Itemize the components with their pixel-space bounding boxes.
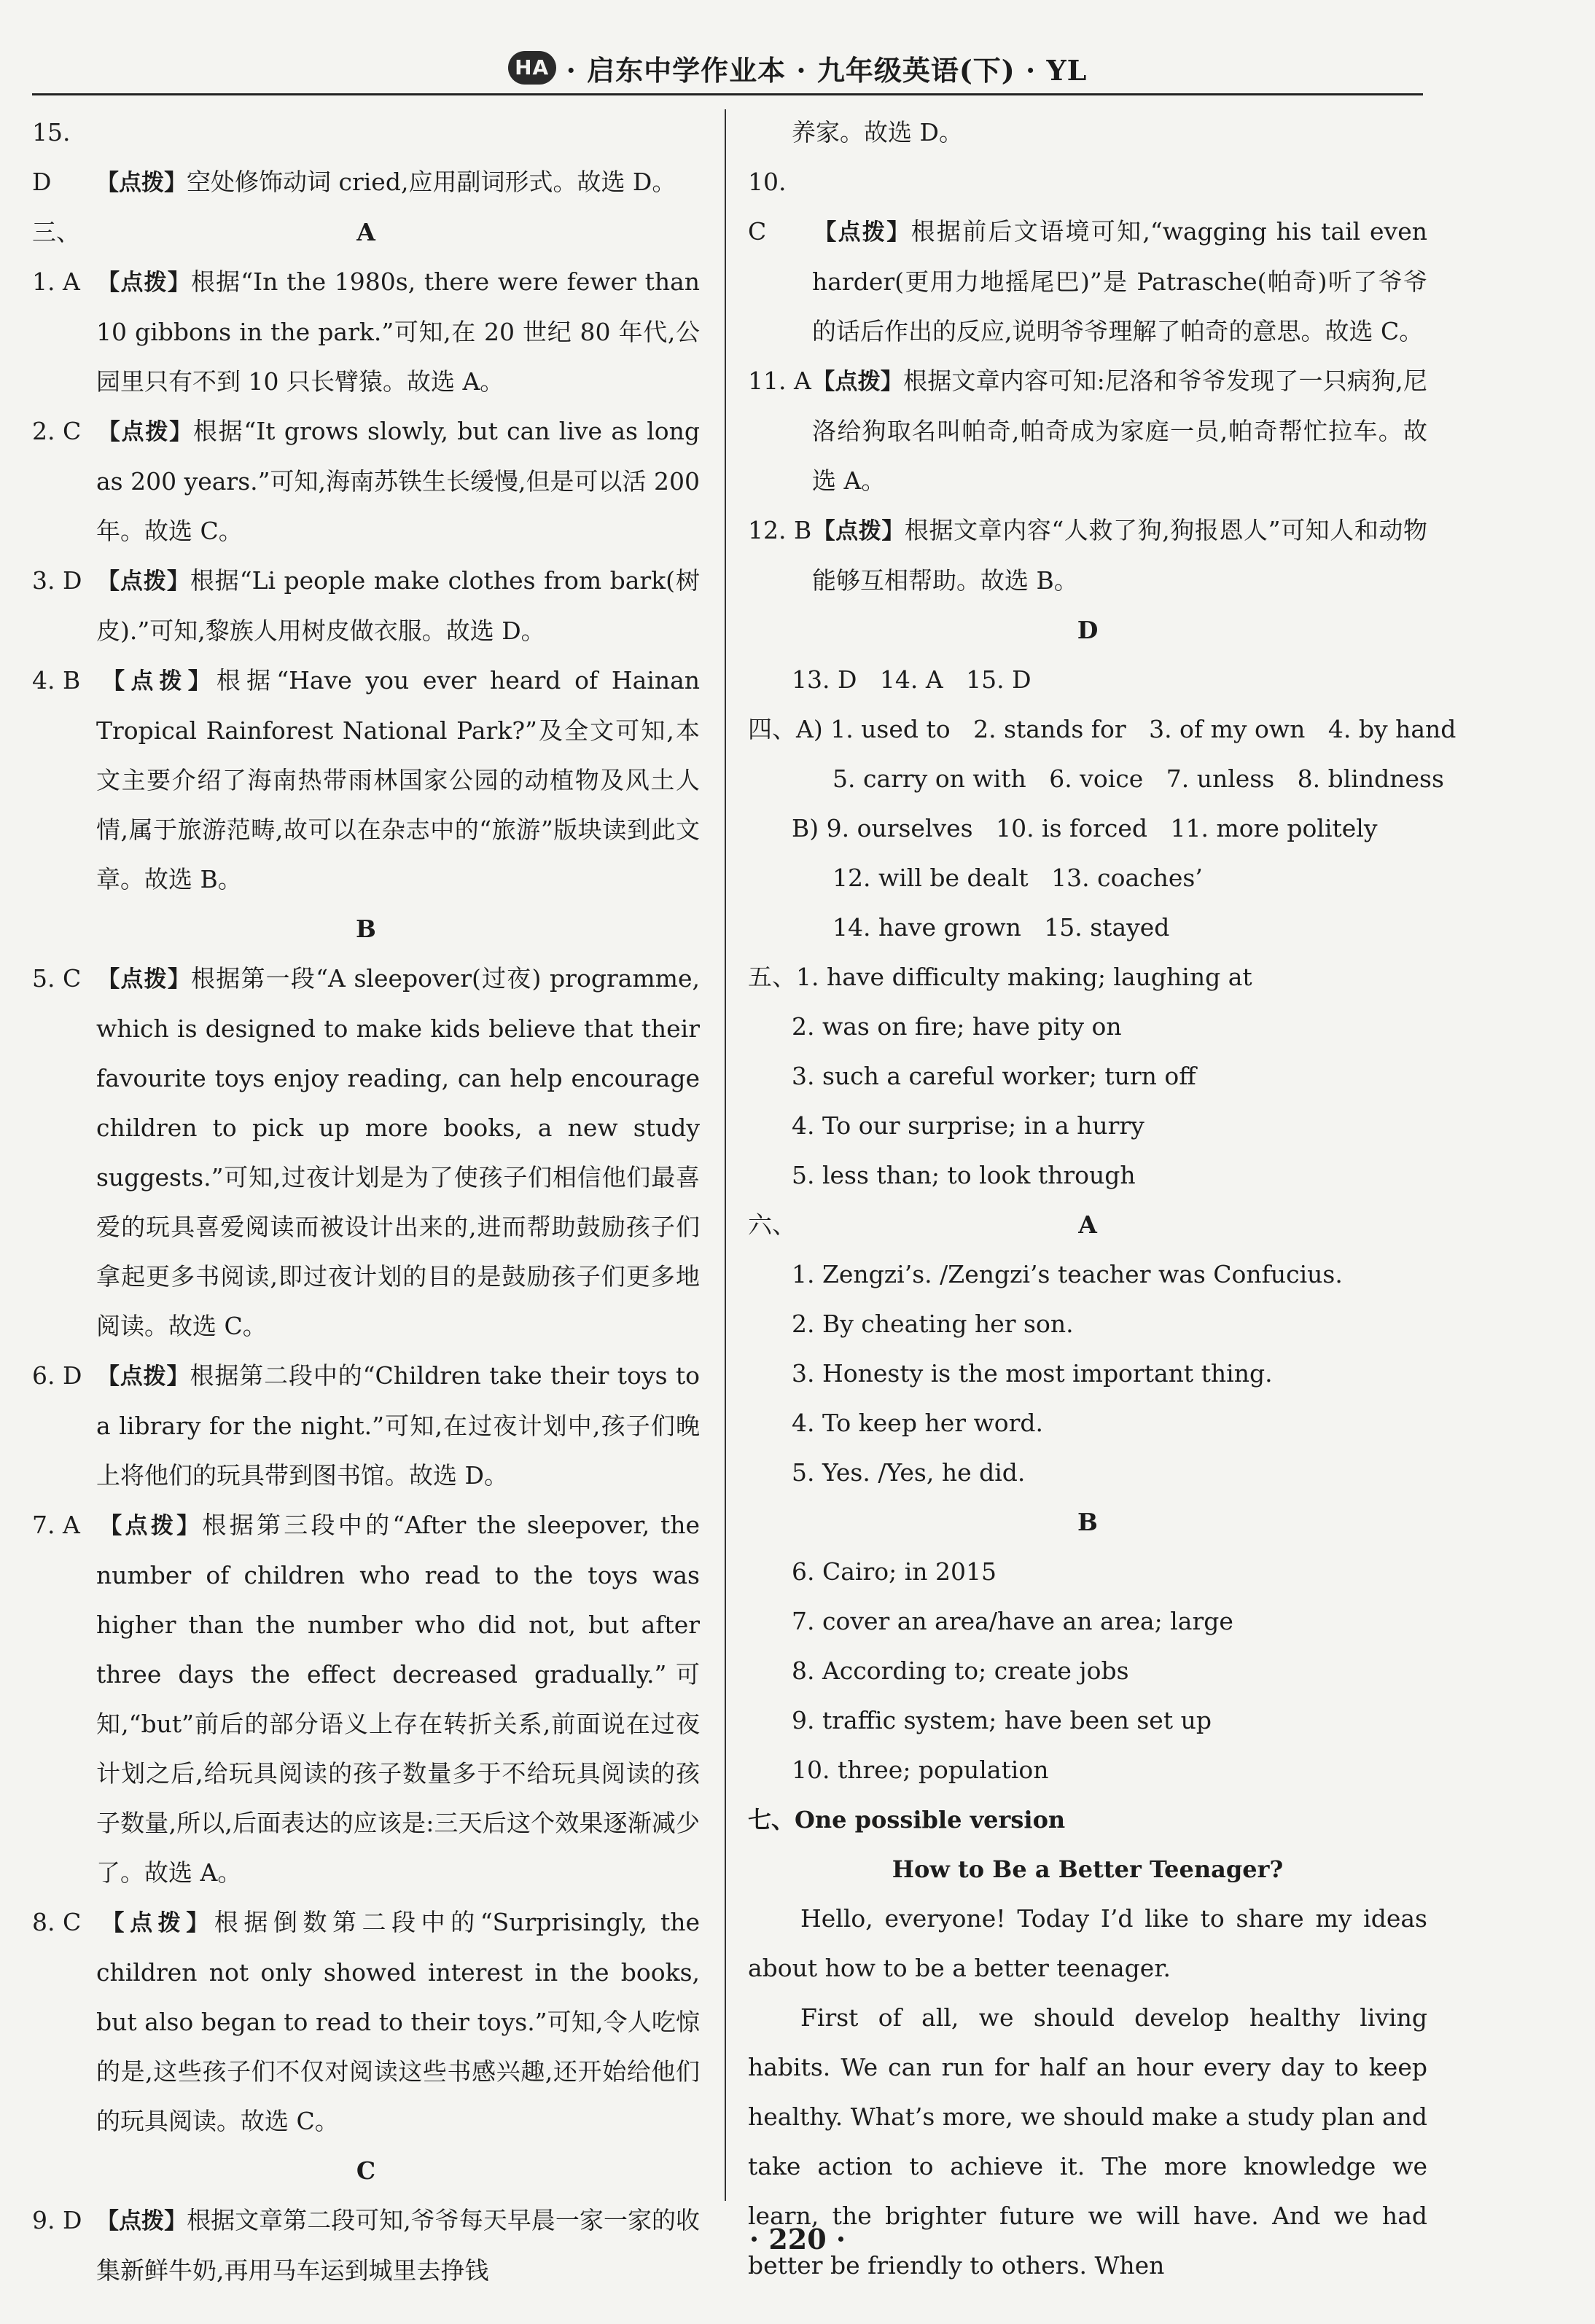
part-heading: B [356,915,376,943]
answer-line: 3. such a careful worker; turn off [792,1062,1196,1090]
part-heading: D [1077,616,1099,644]
left-column [32,108,700,2296]
answer-line: 13. D 14. A 15. D [792,665,1032,694]
answer-line: 4. To keep her word. [792,1409,1044,1437]
essay-title: How to Be a Better Teenager? [892,1855,1284,1883]
section-3-heading [32,208,700,257]
answer-line: 5. carry on with 6. voice 7. unless 8. blindness [832,764,1444,793]
answer-line: 10. three; population [792,1756,1049,1784]
answer-item: 5. C 【点拨】根据第一段“A sleepover(过夜) programme, which is designed to make kids believe that their favourite toys enjoy reading, can help encourage children to pick up more books, a new study suggests.”可知,过夜计划是为了使孩子们相信他们最喜爱的玩具喜爱阅读而被设计出来的,进而帮助鼓励孩子们拿起更多书阅读,即过夜计划的目的是鼓励孩子们更多地阅读。故选 C。 [32,964,700,1340]
answer-line: 五、1. have difficulty making; laughing at [748,963,1252,991]
section-label: 六、 [748,1210,796,1239]
answer-line: 14. have grown 15. stayed [832,913,1170,942]
section-label: 三、 [32,218,80,246]
answer-item: 10. C 【点拨】根据前后文语境可知,“wagging his tail even harder(更用力地摇尾巴)”是 Patrasche(帕奇)听了爷爷的话后作出的反应,说明爷爷理解了帕奇的意思。故选 C。 [748,168,1427,345]
answer-line: 2. By cheating her son. [792,1310,1074,1338]
answer-line: 5. Yes. /Yes, he did. [792,1458,1026,1487]
answer-line: 2. was on fire; have pity on [792,1012,1122,1041]
answer-item: 7. A 【点拨】根据第三段中的“After the sleepover, the number of children who read to the toys was higher than the number who did not, but after three days the effect decreased gradually.”可知,“but”前后的部分语义上存在转折关系,前面说在过夜计划之后,给玩具阅读的孩子数量多于不给玩具阅读的孩子数量,所以,后面表达的应该是:三天后这个效果逐渐减少了。故选 A。 [32,1511,701,1887]
part-heading: C [356,2156,376,2185]
answer-item: 6. D 【点拨】根据第二段中的“Children take their toys to a library for the night.”可知,在过夜计划中,孩子们晚上将他们的玩具带到图书馆。故选 D。 [32,1361,701,1490]
answer-item-15: 15. D 【点拨】空处修饰动词 cried,应用副词形式。故选 D。 [32,118,676,196]
publisher-logo: HA [508,51,556,85]
essay-paragraph: First of all, we should develop healthy living habits. We can run for half an hour every day to keep healthy. What’s more, we should make a study plan and take action to achieve it. The more knowledge we learn, the brighter future we will have. And we had better be friendly to others. When [748,2003,1427,2280]
answer-line: 8. According to; create jobs [792,1656,1129,1685]
answer-line: 9. traffic system; have been set up [792,1706,1212,1734]
answer-item: 3. D 【点拨】根据“Li people make clothes from bark(树皮).”可知,黎族人用树皮做衣服。故选 D。 [32,566,700,645]
part-heading: A [356,218,375,246]
answer-line: 7. cover an area/have an area; large [792,1607,1233,1635]
part-heading: A [1078,1210,1097,1239]
answer-line: 四、A) 1. used to 2. stands for 3. of my own 4. by hand [748,715,1456,743]
answer-line: 1. Zengzi’s. /Zengzi’s teacher was Confucius. [792,1260,1343,1288]
right-column [748,108,1456,2290]
answer-item: 9. D 【点拨】根据文章第二段可知,爷爷每天早晨一家一家的收集新鲜牛奶,再用马车运到城里去挣钱 [32,2206,701,2285]
answer-line: 12. will be dealt 13. coaches’ [832,864,1203,892]
part-heading: B [1077,1508,1098,1536]
answer-item: 12. B【点拨】根据文章内容“人救了狗,狗报恩人”可知人和动物能够互相帮助。故选 B。 [748,516,1427,595]
answer-item: 11. A【点拨】根据文章内容可知:尼洛和爷爷发现了一只病狗,尼洛给狗取名叫帕奇,帕奇成为家庭一员,帕奇帮忙拉车。故选 A。 [748,367,1428,495]
answer-line: 6. Cairo; in 2015 [792,1557,997,1586]
answer-line: 5. less than; to look through [792,1161,1136,1189]
answer-item: 4. B 【点拨】根据“Have you ever heard of Hainan Tropical Rainforest National Park?”及全文可知,本文主要介绍了海南热带雨林国家公园的动植物及风土人情,属于旅游范畴,故可以在杂志中的“旅游”版块读到此文章。故选 B。 [32,666,701,893]
answer-item: 1. A 【点拨】根据“In the 1980s, there were fewer than 10 gibbons in the park.”可知,在 20 世纪 80 年代,公园里只有不到 10 只长臂猿。故选 A。 [32,267,701,396]
answer-continuation: 养家。故选 D。 [792,118,963,146]
header-rule [32,93,1423,95]
answer-line: 3. Honesty is the most important thing. [792,1359,1273,1388]
column-divider [725,109,726,2201]
answer-line: 4. To our surprise; in a hurry [792,1111,1144,1140]
page-number: · 220 · [749,2223,846,2255]
answer-line: B) 9. ourselves 10. is forced 11. more politely [792,814,1378,842]
answer-item: 8. C 【点拨】根据倒数第二段中的“Surprisingly, the children not only showed interest in the books, but also began to read to their toys.”可知,令人吃惊的是,这些孩子们不仅对阅读这些书感兴趣,还开始给他们的玩具阅读。故选 C。 [32,1908,700,2135]
essay-paragraph: Hello, everyone! Today I’d like to share my ideas about how to be a better teenager. [748,1904,1427,1982]
header-title: · 启东中学作业本 · 九年级英语(下) · YL [566,53,1088,87]
section-6-heading [748,1200,1427,1250]
page-header [0,42,1595,93]
section-7-heading: 七、One possible version [748,1806,1066,1834]
answer-item: 2. C 【点拨】根据“It grows slowly, but can live as long as 200 years.”可知,海南苏铁生长缓慢,但是可以活 200 年。故选 C。 [32,417,700,545]
